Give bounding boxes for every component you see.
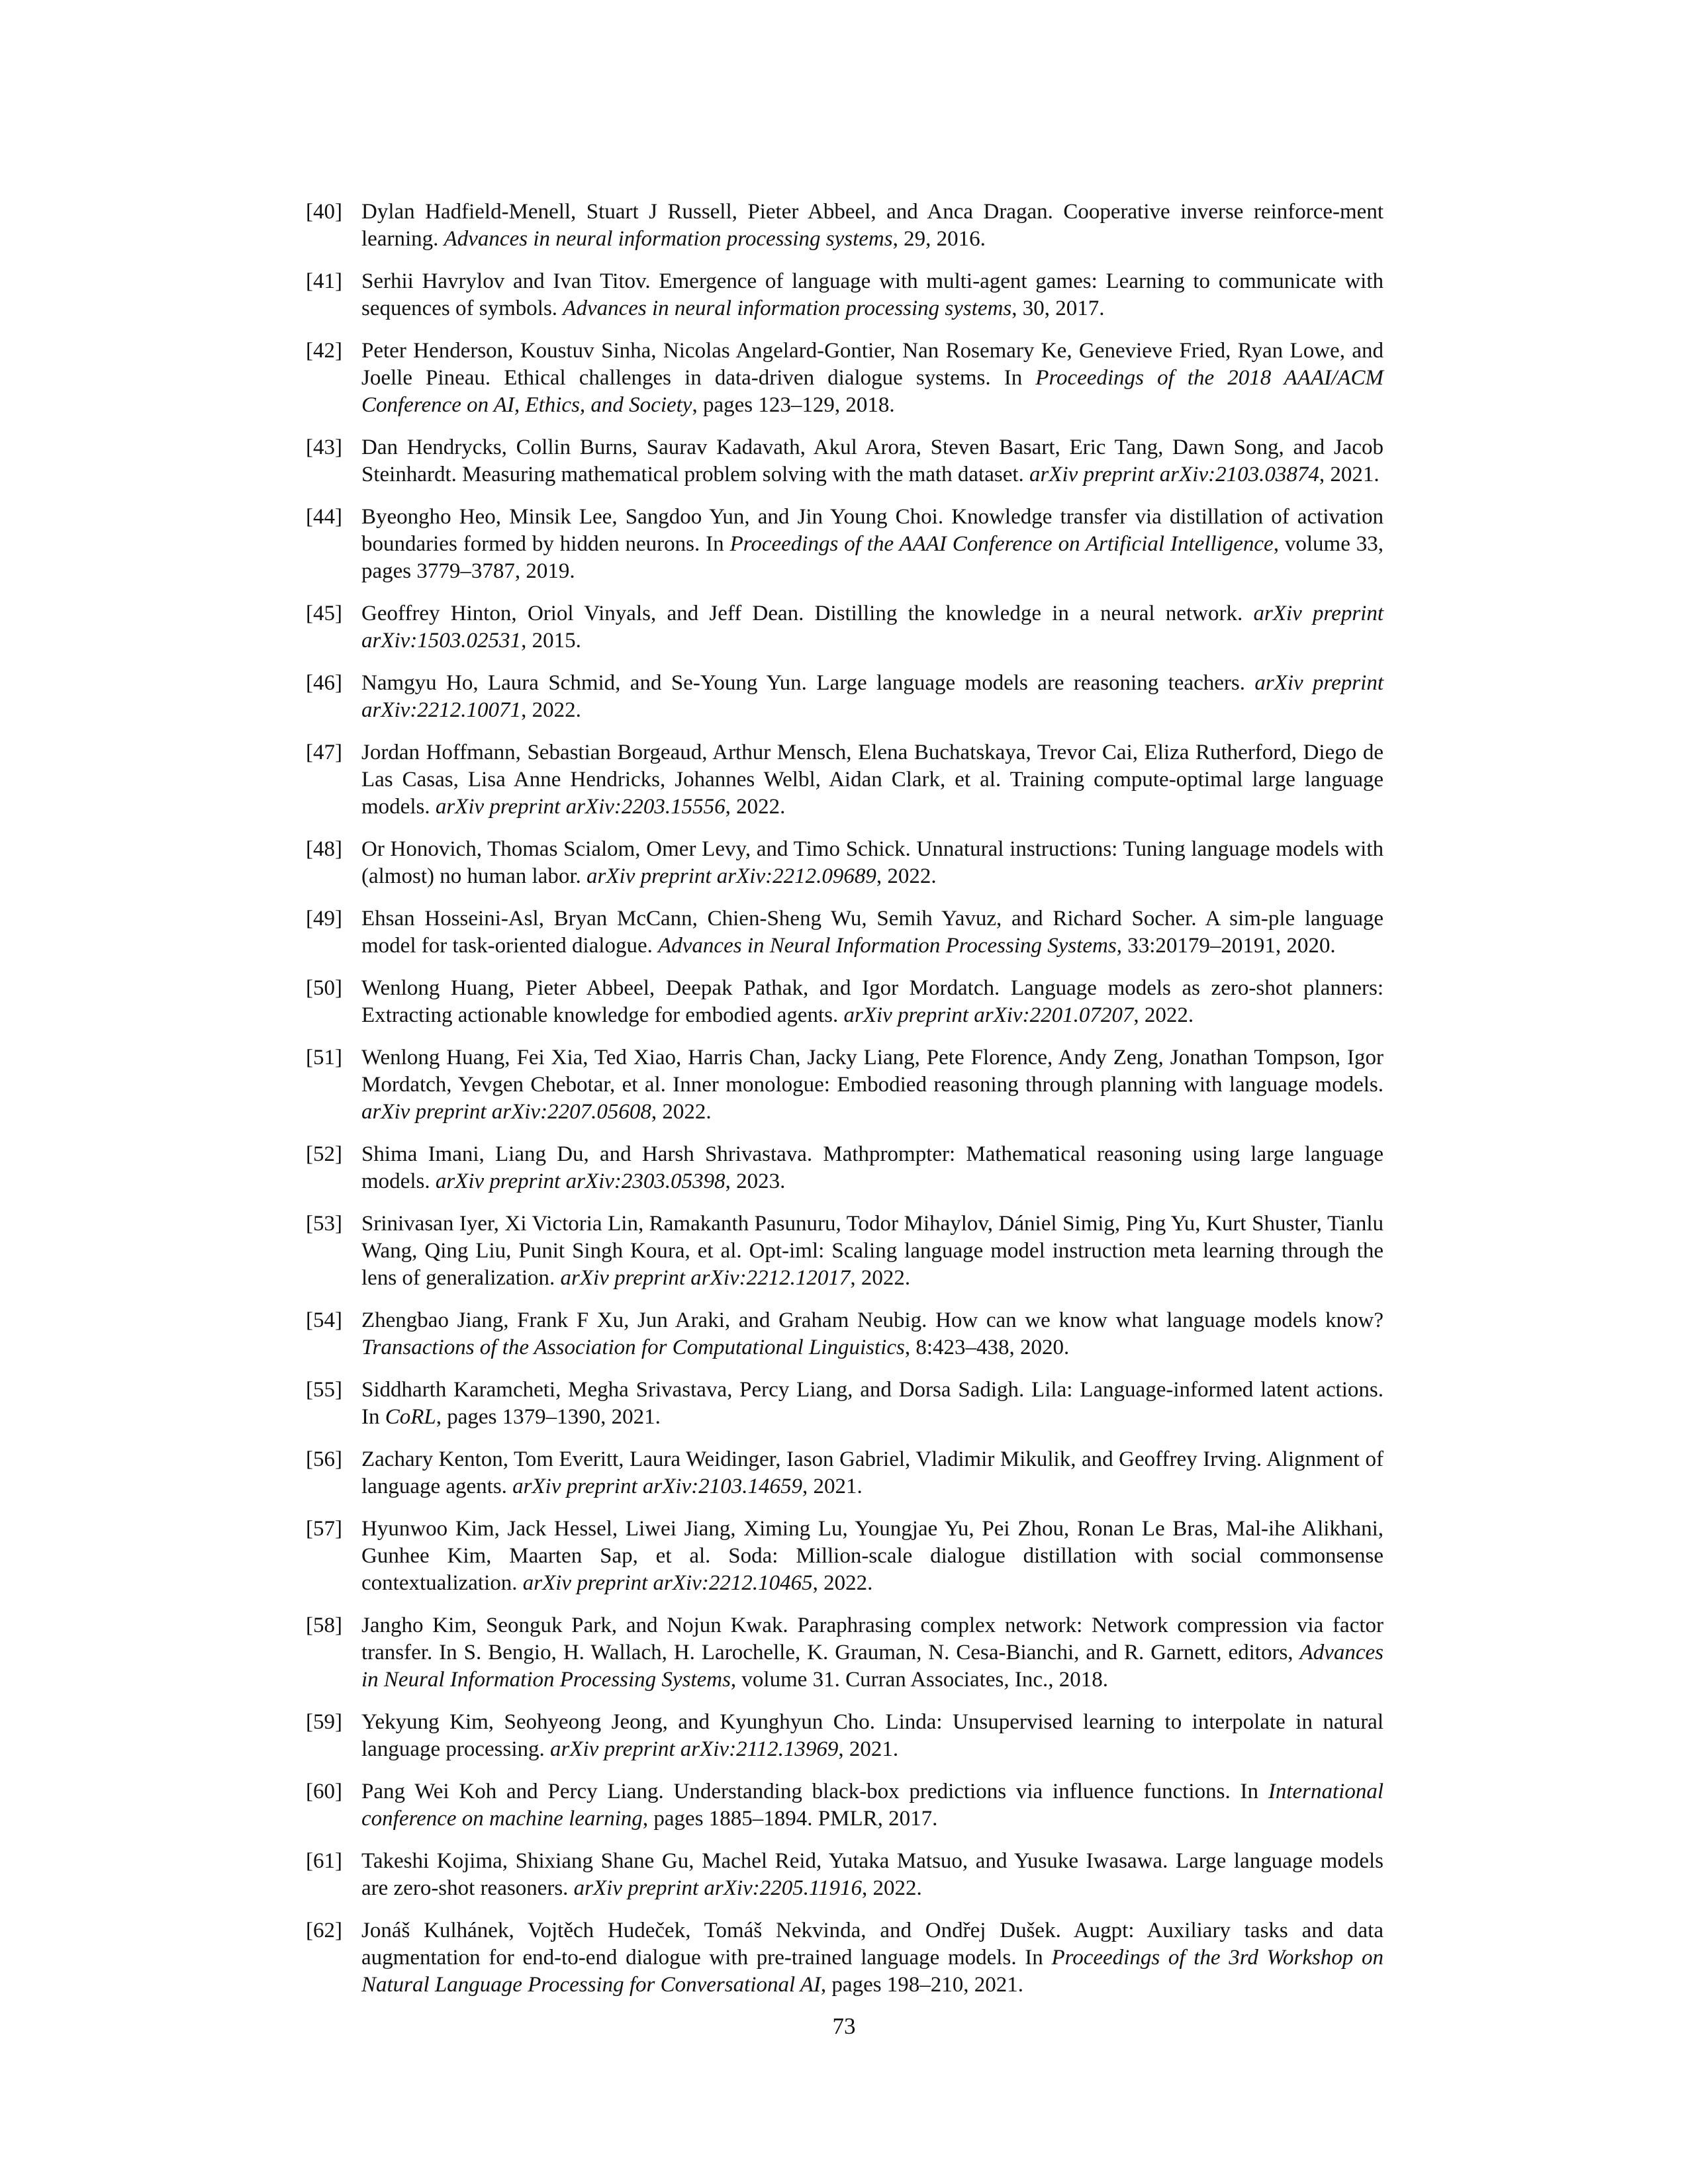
reference-text (361, 1446, 1383, 1500)
reference-text-segment: , 2022. (862, 1876, 922, 1900)
reference-text-segment: Byeongho Heo, Minsik Lee, Sangdoo Yun, and Jin Young Choi. Knowledge transfer via distillation of activation boundaries formed by hidden neurons. In (361, 505, 1383, 556)
reference-text-segment: Zachary Kenton, Tom Everitt, Laura Weidinger, Iason Gabriel, Vladimir Mikulik, and Geoffrey Irving. Alignment of language agents. (361, 1447, 1383, 1498)
reference-text-segment: Geoffrey Hinton, Oriol Vinyals, and Jeff Dean. Distilling the knowledge in a neural network. (361, 602, 1254, 625)
reference-text-segment: Hyunwoo Kim, Jack Hessel, Liwei Jiang, Ximing Lu, Youngjae Yu, Pei Zhou, Ronan Le Bras, Mal-ihe Alikhani, Gunhee Kim, Maarten Sap, et al. Soda: Million-scale dialogue distillation with social commonsense contextualization. (361, 1517, 1383, 1595)
reference-text (361, 268, 1383, 322)
reference-venue: Advances in Neural Information Processing Systems (361, 1641, 1383, 1692)
reference-item (306, 199, 1383, 253)
reference-text-segment: , 2023. (725, 1169, 786, 1193)
reference-number: [53] (306, 1212, 342, 1236)
reference-text (361, 1709, 1383, 1763)
reference-text-segment: , 2022. (651, 1100, 712, 1124)
reference-item (306, 600, 1383, 655)
reference-text-segment: Zhengbao Jiang, Frank F Xu, Jun Araki, and Graham Neubig. How can we know what language models know? (361, 1308, 1383, 1332)
reference-text-segment: Namgyu Ho, Laura Schmid, and Se-Young Yun. Large language models are reasoning teachers. (361, 671, 1255, 695)
reference-text-segment: , pages 123–129, 2018. (692, 393, 895, 417)
reference-text-segment: Jangho Kim, Seonguk Park, and Nojun Kwak. Paraphrasing complex network: Network compression via factor transfer. In S. Bengio, H. Wallach, H. Larochelle, K. Grauman, N. Cesa-Bianchi, and R. Garnett, editors, (361, 1614, 1383, 1664)
reference-number: [54] (306, 1308, 342, 1332)
reference-text (361, 1917, 1383, 1999)
reference-venue: arXiv preprint arXiv:2203.15556 (435, 795, 726, 819)
reference-text-segment: , 2022. (521, 698, 581, 722)
reference-text-segment: Takeshi Kojima, Shixiang Shane Gu, Machel Reid, Yutaka Matsuo, and Yusuke Iwasawa. Large language models are zero-shot reasoners. (361, 1849, 1383, 1900)
reference-venue: Proceedings of the 3rd Workshop on Natural Language Processing for Conversational AI (361, 1946, 1383, 1997)
reference-item (306, 1446, 1383, 1500)
reference-venue: CoRL (385, 1405, 436, 1429)
reference-item (306, 1709, 1383, 1763)
page-number: 73 (832, 2013, 856, 2039)
reference-text-segment: Dan Hendrycks, Collin Burns, Saurav Kadavath, Akul Arora, Steven Basart, Eric Tang, Dawn Song, and Jacob Steinhardt. Measuring mathematical problem solving with the math dataset. (361, 435, 1383, 486)
reference-text-segment: Dylan Hadfield-Menell, Stuart J Russell, Pieter Abbeel, and Anca Dragan. Cooperative inverse reinforce-ment learning. (361, 200, 1383, 251)
reference-text (361, 670, 1383, 724)
reference-text (361, 1141, 1383, 1195)
reference-text-segment: Jordan Hoffmann, Sebastian Borgeaud, Arthur Mensch, Elena Buchatskaya, Trevor Cai, Eliza Rutherford, Diego de Las Casas, Lisa Anne Hendricks, Johannes Welbl, Aidan Clark, et al. Training compute-optimal large language models. (361, 741, 1383, 819)
reference-number: [46] (306, 671, 342, 695)
reference-list (306, 199, 1383, 2014)
reference-venue: Advances in neural information processing systems (444, 227, 893, 251)
reference-number: [49] (306, 907, 342, 931)
reference-text (361, 1044, 1383, 1126)
reference-venue: arXiv preprint arXiv:2212.09689 (586, 864, 876, 888)
reference-text-segment: , 2022. (850, 1266, 911, 1290)
reference-venue: arXiv preprint arXiv:2212.10465 (522, 1571, 813, 1595)
reference-text-segment: , 2022. (876, 864, 937, 888)
reference-item (306, 1778, 1383, 1833)
reference-number: [57] (306, 1517, 342, 1541)
reference-text-segment: Wenlong Huang, Fei Xia, Ted Xiao, Harris Chan, Jacky Liang, Pete Florence, Andy Zeng, Jonathan Tompson, Igor Mordatch, Yevgen Chebotar, et al. Inner monologue: Embodied reasoning through planning with language models. (361, 1046, 1383, 1097)
reference-item (306, 670, 1383, 724)
reference-text-segment: Peter Henderson, Koustuv Sinha, Nicolas Angelard-Gontier, Nan Rosemary Ke, Genevieve Fried, Ryan Lowe, and Joelle Pineau. Ethical challenges in data-driven dialogue systems. In (361, 339, 1383, 390)
reference-number: [58] (306, 1614, 342, 1637)
reference-item (306, 905, 1383, 960)
reference-text (361, 1612, 1383, 1694)
reference-venue: arXiv preprint arXiv:2103.14659 (512, 1475, 802, 1498)
reference-number: [55] (306, 1378, 342, 1402)
reference-text-segment: Ehsan Hosseini-Asl, Bryan McCann, Chien-Sheng Wu, Semih Yavuz, and Richard Socher. A sim-ple language model for task-oriented dialogue. (361, 907, 1383, 958)
reference-number: [42] (306, 339, 342, 363)
reference-venue: arXiv preprint arXiv:2205.11916 (573, 1876, 863, 1900)
reference-item (306, 338, 1383, 419)
reference-venue: Transactions of the Association for Computational Linguistics (361, 1336, 905, 1359)
reference-item (306, 739, 1383, 821)
reference-text (361, 504, 1383, 585)
reference-text (361, 600, 1383, 655)
reference-number: [41] (306, 269, 342, 293)
reference-text (361, 739, 1383, 821)
reference-venue: arXiv preprint arXiv:2103.03874 (1029, 463, 1319, 486)
reference-item (306, 268, 1383, 322)
reference-number: [40] (306, 200, 342, 224)
reference-text-segment: , 30, 2017. (1011, 296, 1105, 320)
reference-venue: arXiv preprint arXiv:1503.02531 (361, 602, 1383, 653)
reference-text (361, 905, 1383, 960)
reference-text (361, 1778, 1383, 1833)
reference-number: [43] (306, 435, 342, 459)
reference-item (306, 1377, 1383, 1431)
reference-number: [50] (306, 976, 342, 1000)
reference-text-segment: , 2015. (521, 629, 581, 653)
reference-number: [47] (306, 741, 342, 764)
reference-number: [61] (306, 1849, 342, 1873)
reference-venue: International conference on machine learning (361, 1780, 1383, 1831)
reference-venue: Advances in neural information processing systems (563, 296, 1012, 320)
reference-text-segment: Yekyung Kim, Seohyeong Jeong, and Kyunghyun Cho. Linda: Unsupervised learning to interpolate in natural language processing. (361, 1710, 1383, 1761)
reference-text (361, 1848, 1383, 1902)
reference-number: [62] (306, 1919, 342, 1942)
reference-venue: Advances in Neural Information Processing Systems (658, 934, 1117, 958)
reference-text-segment: , volume 31. Curran Associates, Inc., 2018. (730, 1668, 1108, 1692)
reference-text-segment: Srinivasan Iyer, Xi Victoria Lin, Ramakanth Pasunuru, Todor Mihaylov, Dániel Simig, Ping Yu, Kurt Shuster, Tianlu Wang, Qing Liu, Punit Singh Koura, et al. Opt-iml: Scaling language model instruction meta learning through the lens of generalization. (361, 1212, 1383, 1290)
reference-venue: arXiv preprint arXiv:2212.12017 (560, 1266, 851, 1290)
reference-item (306, 1307, 1383, 1361)
reference-venue: arXiv preprint arXiv:2212.10071 (361, 671, 1383, 722)
reference-text (361, 1210, 1383, 1292)
reference-text-segment: Jonáš Kulhánek, Vojtěch Hudeček, Tomáš Nekvinda, and Ondřej Dušek. Augpt: Auxiliary tasks and data augmentation for end-to-end dialogue with pre-trained language models. In (361, 1919, 1383, 1970)
reference-item (306, 1141, 1383, 1195)
reference-number: [60] (306, 1780, 342, 1803)
reference-venue: Proceedings of the 2018 AAAI/ACM Conference on AI, Ethics, and Society (361, 366, 1383, 417)
reference-item (306, 1210, 1383, 1292)
reference-item (306, 836, 1383, 890)
reference-venue: arXiv preprint arXiv:2207.05608 (361, 1100, 651, 1124)
reference-text (361, 1307, 1383, 1361)
reference-venue: arXiv preprint arXiv:2112.13969 (550, 1737, 839, 1761)
reference-item (306, 1848, 1383, 1902)
reference-text-segment: Wenlong Huang, Pieter Abbeel, Deepak Pathak, and Igor Mordatch. Language models as zero-shot planners: Extracting actionable knowledge for embodied agents. (361, 976, 1383, 1027)
reference-text-segment: , volume 33, pages 3779–3787, 2019. (361, 532, 1384, 583)
reference-venue: arXiv preprint arXiv:2201.07207 (843, 1003, 1134, 1027)
reference-text-segment: Or Honovich, Thomas Scialom, Omer Levy, and Timo Schick. Unnatural instructions: Tuning language models with (almost) no human labor. (361, 837, 1383, 888)
reference-item (306, 1917, 1383, 1999)
reference-text-segment: Pang Wei Koh and Percy Liang. Understanding black-box predictions via influence functions. In (361, 1780, 1268, 1803)
reference-item (306, 1044, 1383, 1126)
reference-text-segment: , 2021. (1319, 463, 1380, 486)
reference-text-segment: , 2021. (838, 1737, 899, 1761)
reference-text (361, 199, 1383, 253)
reference-text-segment: , 2022. (812, 1571, 873, 1595)
reference-number: [45] (306, 602, 342, 625)
reference-text-segment: , 2022. (725, 795, 786, 819)
reference-text-segment: Serhii Havrylov and Ivan Titov. Emergence of language with multi-agent games: Learning to communicate with sequences of symbols. (361, 269, 1383, 320)
reference-text (361, 338, 1383, 419)
reference-text (361, 1377, 1383, 1431)
reference-item (306, 1516, 1383, 1597)
reference-text (361, 836, 1383, 890)
reference-number: [56] (306, 1447, 342, 1471)
reference-text-segment: , pages 1885–1894. PMLR, 2017. (642, 1807, 938, 1831)
reference-text-segment: Shima Imani, Liang Du, and Harsh Shrivastava. Mathprompter: Mathematical reasoning using large language models. (361, 1142, 1383, 1193)
reference-text-segment: , 8:423–438, 2020. (904, 1336, 1070, 1359)
reference-venue: arXiv preprint arXiv:2303.05398 (435, 1169, 726, 1193)
reference-number: [52] (306, 1142, 342, 1166)
reference-number: [44] (306, 505, 342, 529)
reference-text-segment: , 33:20179–20191, 2020. (1116, 934, 1336, 958)
reference-text (361, 434, 1383, 488)
reference-text-segment: , 2021. (802, 1475, 863, 1498)
reference-item (306, 975, 1383, 1029)
reference-venue: Proceedings of the AAAI Conference on Artificial Intelligence (729, 532, 1274, 556)
reference-text-segment: , 29, 2016. (892, 227, 986, 251)
reference-text-segment: Siddharth Karamcheti, Megha Srivastava, Percy Liang, and Dorsa Sadigh. Lila: Language-informed latent actions. In (361, 1378, 1383, 1429)
reference-item (306, 434, 1383, 488)
reference-text (361, 975, 1383, 1029)
reference-text (361, 1516, 1383, 1597)
reference-number: [59] (306, 1710, 342, 1734)
reference-item (306, 1612, 1383, 1694)
reference-text-segment: , 2022. (1133, 1003, 1194, 1027)
reference-text-segment: , pages 1379–1390, 2021. (436, 1405, 661, 1429)
reference-number: [48] (306, 837, 342, 861)
reference-text-segment: , pages 198–210, 2021. (820, 1973, 1024, 1997)
reference-item (306, 504, 1383, 585)
reference-number: [51] (306, 1046, 342, 1069)
